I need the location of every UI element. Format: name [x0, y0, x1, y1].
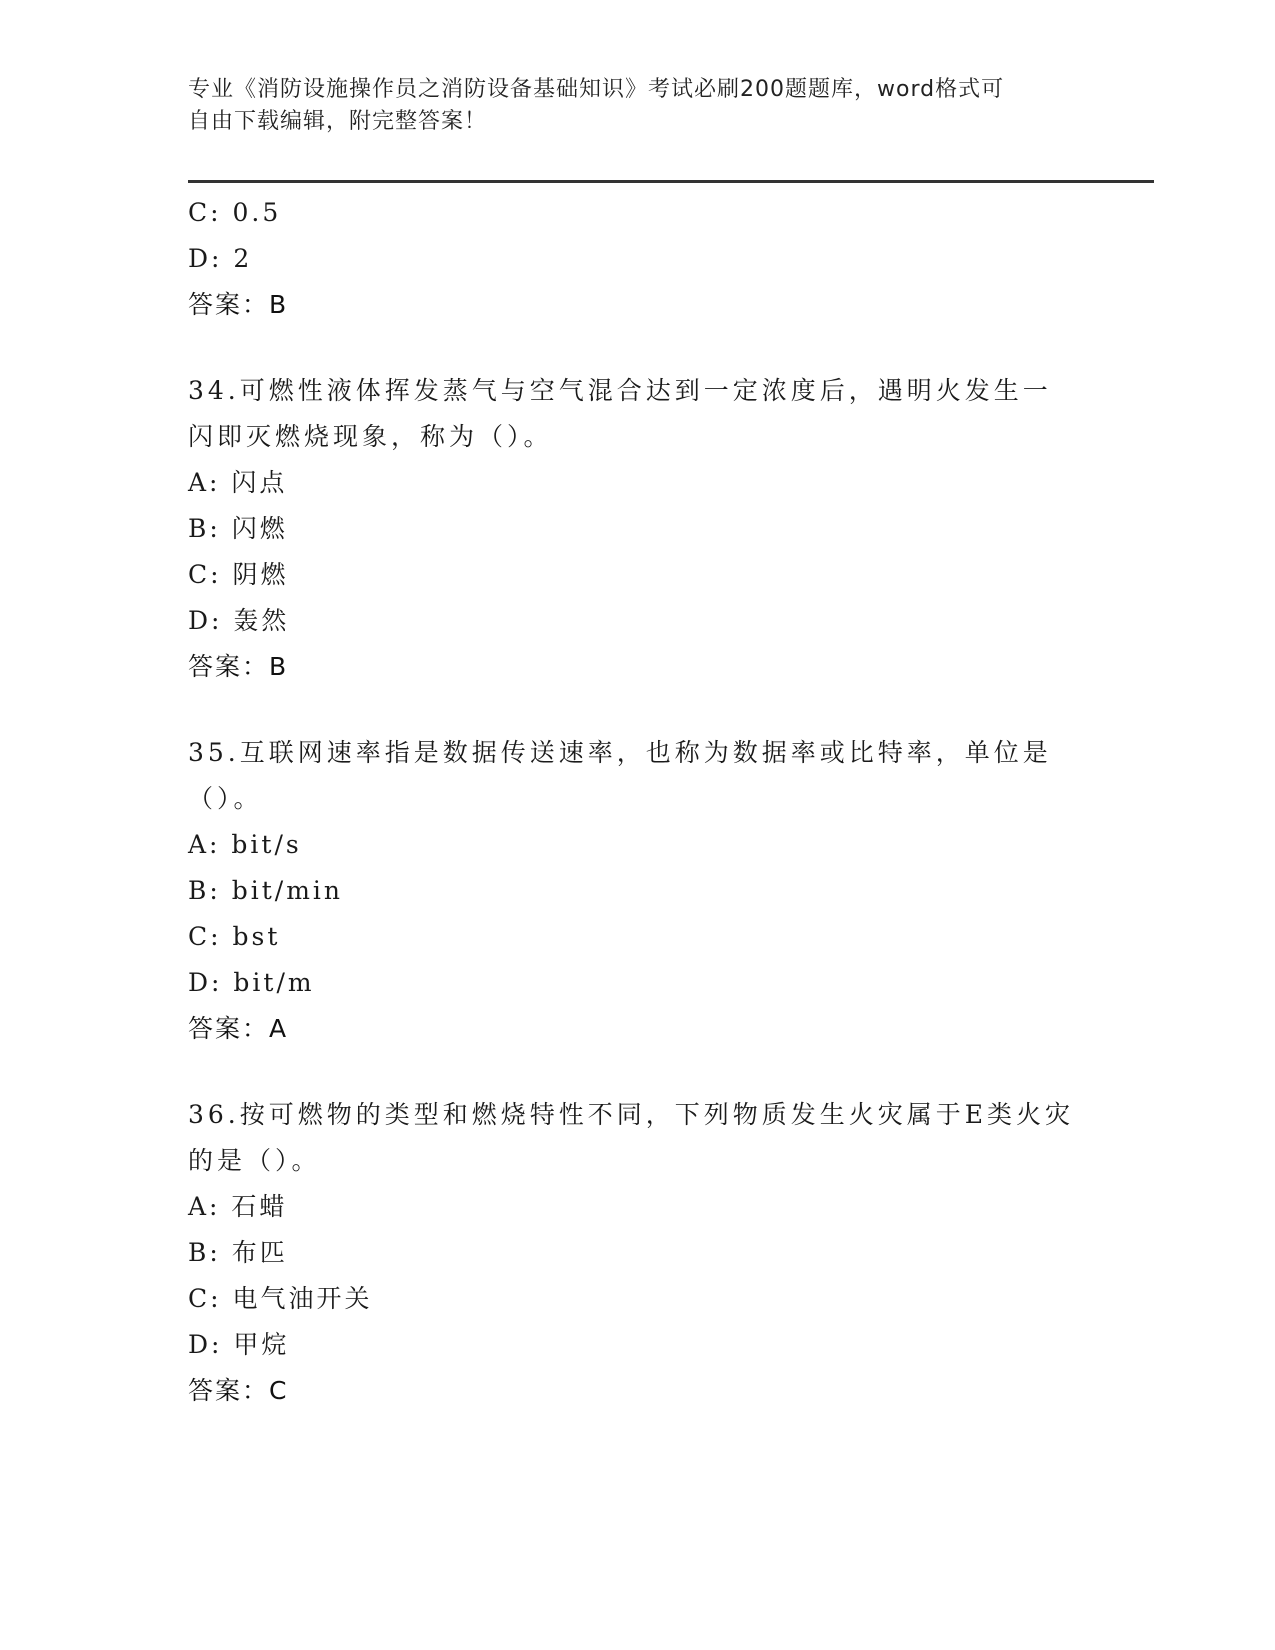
option-a: A: bit/s [188, 830, 302, 859]
option-b: B: 闪燃 [188, 514, 288, 543]
document-body [188, 190, 1088, 1414]
question-36 [188, 1092, 1088, 1414]
question-34 [188, 368, 1088, 690]
question-continuation [188, 190, 1088, 328]
option-c: C: 电气油开关 [188, 1284, 373, 1313]
option-d: D: 甲烷 [188, 1330, 290, 1359]
header-title-line-2: 自由下载编辑，附完整答案！ [188, 109, 488, 134]
answer-line: 答案：C [188, 1376, 289, 1405]
option-a: A: 闪点 [188, 468, 288, 497]
answer-line: 答案：A [188, 1014, 289, 1043]
option-b: B: bit/min [188, 876, 344, 905]
question-text: 35.互联网速率指是数据传送速率，也称为数据率或比特率，单位是（）。 [188, 738, 1052, 813]
question-text: 36.按可燃物的类型和燃烧特性不同，下列物质发生火灾属于E类火灾的是（）。 [188, 1100, 1075, 1175]
option-d: D: 2 [188, 244, 253, 273]
question-35 [188, 730, 1088, 1052]
header-title-line-1: 专业《消防设施操作员之消防设备基础知识》考试必刷200题题库，word格式可 [188, 77, 1005, 102]
option-a: A: 石蜡 [188, 1192, 288, 1221]
option-c: C: 0.5 [188, 198, 282, 227]
page-header [188, 74, 1088, 138]
answer-line: 答案：B [188, 290, 289, 319]
option-b: B: 布匹 [188, 1238, 288, 1267]
question-text: 34.可燃性液体挥发蒸气与空气混合达到一定浓度后，遇明火发生一闪即灭燃烧现象，称为（）。 [188, 376, 1052, 451]
option-c: C: bst [188, 922, 281, 951]
header-divider [188, 180, 1154, 183]
option-d: D: 轰然 [188, 606, 290, 635]
option-c: C: 阴燃 [188, 560, 289, 589]
answer-line: 答案：B [188, 652, 289, 681]
option-d: D: bit/m [188, 968, 315, 997]
